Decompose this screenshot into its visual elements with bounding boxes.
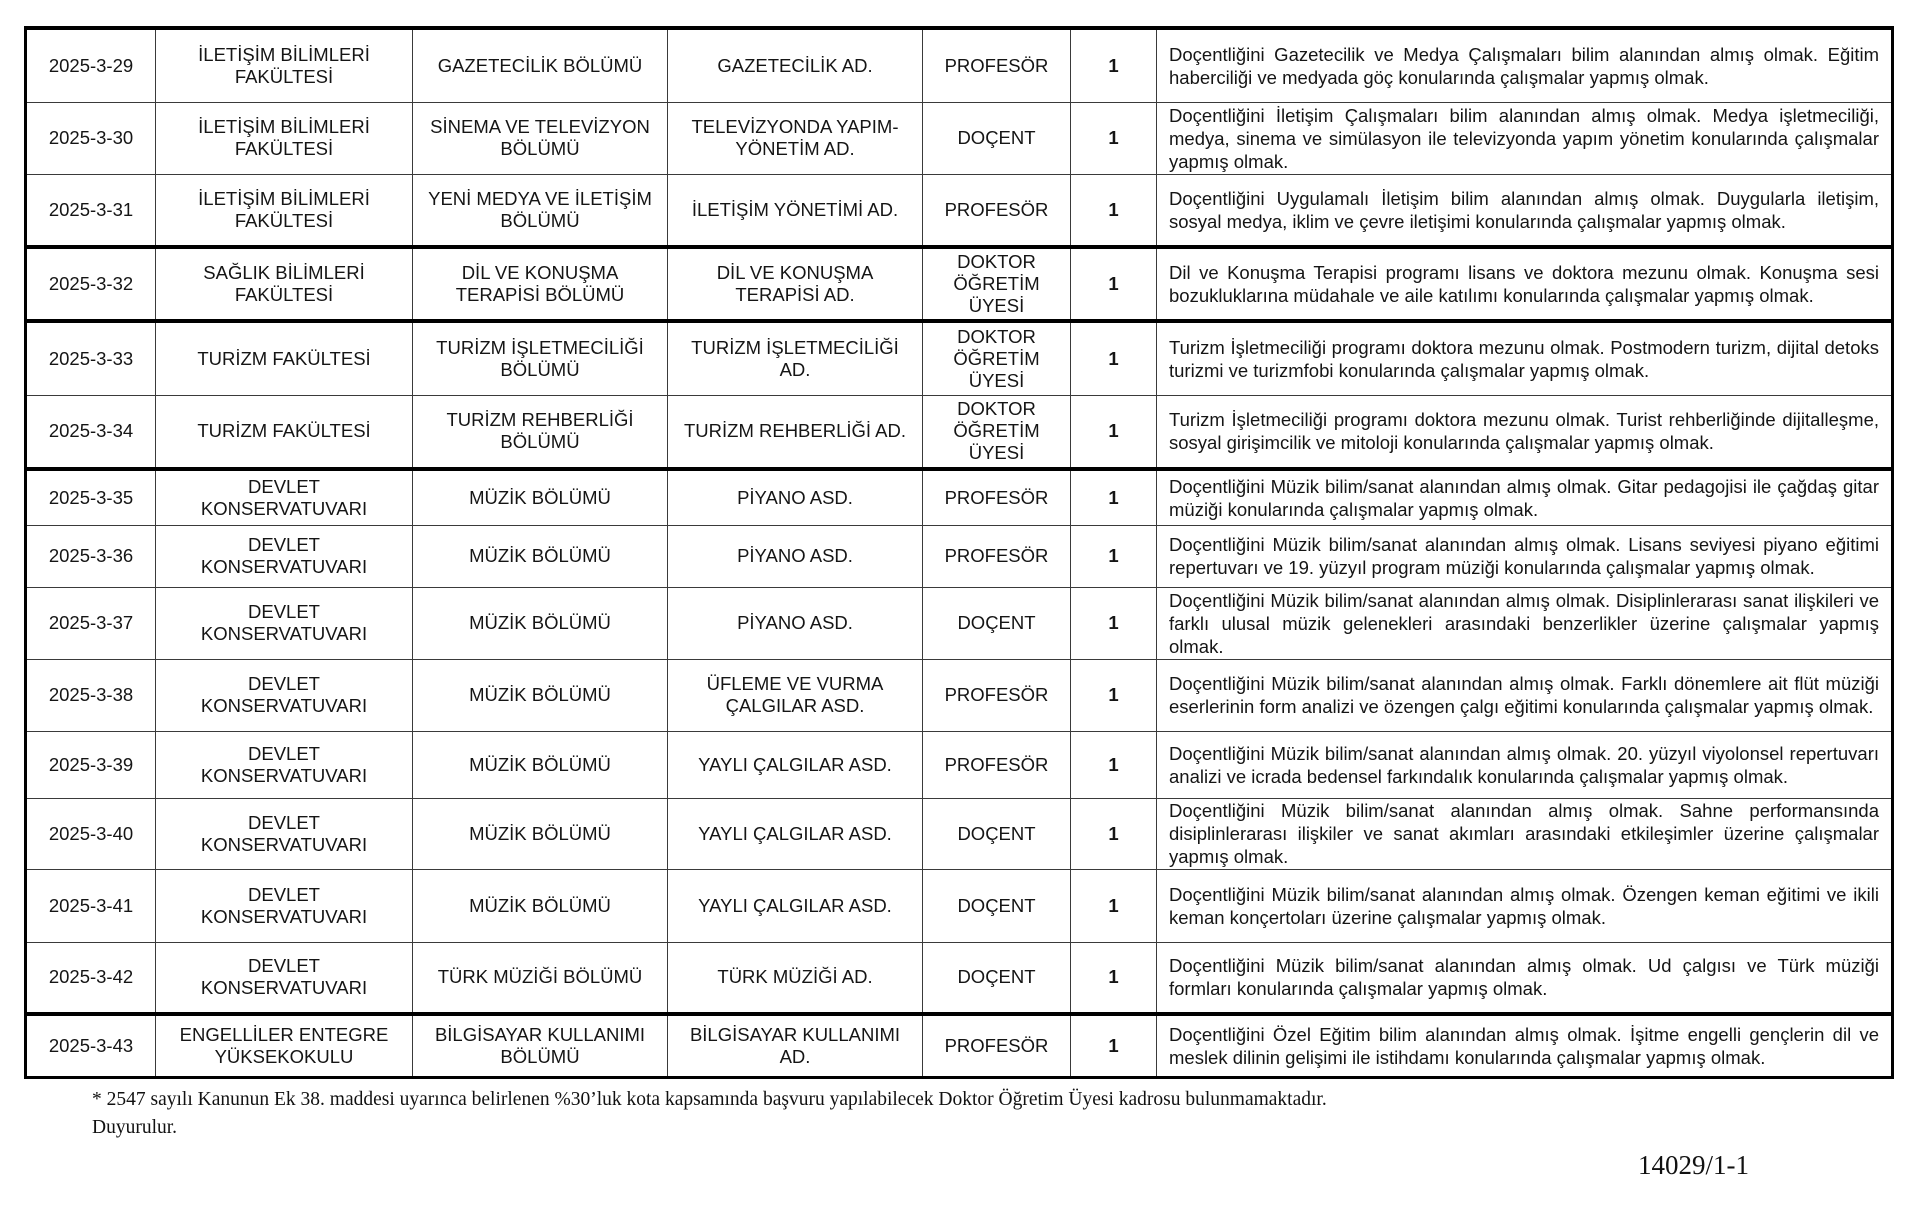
department-cell: TÜRK MÜZİĞİ BÖLÜMÜ [413,942,668,1014]
department-cell: MÜZİK BÖLÜMÜ [413,659,668,731]
academic-title-cell: DOKTOR ÖĞRETİM ÜYESİ [923,395,1071,469]
division-cell: TURİZM REHBERLİĞİ AD. [668,395,923,469]
table-row [26,731,1893,798]
position-count-cell: 1 [1071,869,1157,942]
table-row [26,469,1893,525]
requirements-cell: Turizm İşletmeciliği programı doktora mezunu olmak. Turist rehberliğinde dijitalleşme, sosyal girişimcilik ve mitoloji konularında çalışmalar yapmış olmak. [1157,395,1893,469]
division-cell: TELEVİZYONDA YAPIM-YÖNETİM AD. [668,102,923,174]
requirements-cell: Doçentliğini Uygulamalı İletişim bilim alanından almış olmak. Duygularla iletişim, sosyal medya, iklim ve çevre iletişimi konularında çalışmalar yapmış olmak. [1157,174,1893,247]
division-cell: TÜRK MÜZİĞİ AD. [668,942,923,1014]
position-count-cell: 1 [1071,731,1157,798]
academic-title-cell: PROFESÖR [923,525,1071,587]
division-cell: PİYANO ASD. [668,587,923,659]
division-cell: YAYLI ÇALGILAR ASD. [668,798,923,869]
faculty-cell: TURİZM FAKÜLTESİ [156,395,413,469]
academic-title-cell: PROFESÖR [923,1014,1071,1077]
position-count-cell: 1 [1071,247,1157,321]
table-row [26,395,1893,469]
department-cell: BİLGİSAYAR KULLANIMI BÖLÜMÜ [413,1014,668,1077]
faculty-cell: SAĞLIK BİLİMLERİ FAKÜLTESİ [156,247,413,321]
requirements-cell: Doçentliğini Müzik bilim/sanat alanından almış olmak. Sahne performansında disiplinlerarası ilişkiler ve sanat akımları arasındaki etkileşimler üzerine çalışmalar yapmış olmak. [1157,798,1893,869]
requirements-cell: Dil ve Konuşma Terapisi programı lisans ve doktora mezunu olmak. Konuşma sesi bozukluklarına müdahale ve aile katılımı konularında çalışmalar yapmış olmak. [1157,247,1893,321]
faculty-cell: DEVLET KONSERVATUVARI [156,869,413,942]
table-row [26,659,1893,731]
academic-title-cell: DOKTOR ÖĞRETİM ÜYESİ [923,247,1071,321]
department-cell: MÜZİK BÖLÜMÜ [413,869,668,942]
footnote-quota-note: * 2547 sayılı Kanunun Ek 38. maddesi uyarınca belirlenen %30’luk kota kapsamında başvuru yapılabilecek Doktor Öğretim Üyesi kadrosu bulunmamaktadır. [92,1089,1327,1110]
academic-title-cell: PROFESÖR [923,174,1071,247]
department-cell: GAZETECİLİK BÖLÜMÜ [413,28,668,102]
requirements-cell: Doçentliğini Müzik bilim/sanat alanından almış olmak. 20. yüzyıl viyolonsel repertuvarı analizi ve icrada bedensel farkındalık konularında çalışmalar yapmış olmak. [1157,731,1893,798]
position-count-cell: 1 [1071,174,1157,247]
position-count-cell: 1 [1071,659,1157,731]
position-count-cell: 1 [1071,395,1157,469]
table-row [26,525,1893,587]
department-cell: YENİ MEDYA VE İLETİŞİM BÖLÜMÜ [413,174,668,247]
position-number: 2025-3-42 [26,942,156,1014]
department-cell: TURİZM REHBERLİĞİ BÖLÜMÜ [413,395,668,469]
requirements-cell: Doçentliğini Özel Eğitim bilim alanından almış olmak. İşitme engelli gençlerin dil ve meslek dilinin gelişimi ile istihdamı konularında çalışmalar yapmış olmak. [1157,1014,1893,1077]
requirements-cell: Doçentliğini Gazetecilik ve Medya Çalışmaları bilim alanından almış olmak. Eğitim haberciliği ve medyada göç konularında çalışmalar yapmış olmak. [1157,28,1893,102]
academic-title-cell: DOÇENT [923,102,1071,174]
position-number: 2025-3-35 [26,469,156,525]
division-cell: İLETİŞİM YÖNETİMİ AD. [668,174,923,247]
department-cell: MÜZİK BÖLÜMÜ [413,731,668,798]
faculty-cell: DEVLET KONSERVATUVARI [156,659,413,731]
department-cell: SİNEMA VE TELEVİZYON BÖLÜMÜ [413,102,668,174]
position-number: 2025-3-30 [26,102,156,174]
position-number: 2025-3-33 [26,321,156,395]
table-row [26,321,1893,395]
faculty-cell: DEVLET KONSERVATUVARI [156,587,413,659]
department-cell: MÜZİK BÖLÜMÜ [413,469,668,525]
position-number: 2025-3-31 [26,174,156,247]
requirements-cell: Doçentliğini Müzik bilim/sanat alanından almış olmak. Özengen keman eğitimi ve ikili keman konçertoları üzerine çalışmalar yapmış olmak. [1157,869,1893,942]
table-row [26,942,1893,1014]
page-number: 14029/1-1 [1638,1150,1749,1180]
position-number: 2025-3-38 [26,659,156,731]
position-number: 2025-3-36 [26,525,156,587]
table-row [26,247,1893,321]
requirements-cell: Doçentliğini Müzik bilim/sanat alanından almış olmak. Farklı dönemlere ait flüt müziği eserlerinin form analizi ve özengen çalgı eğitimi konularında çalışmalar yapmış olmak. [1157,659,1893,731]
academic-title-cell: DOKTOR ÖĞRETİM ÜYESİ [923,321,1071,395]
faculty-cell: İLETİŞİM BİLİMLERİ FAKÜLTESİ [156,174,413,247]
faculty-cell: ENGELLİLER ENTEGRE YÜKSEKOKULU [156,1014,413,1077]
faculty-cell: İLETİŞİM BİLİMLERİ FAKÜLTESİ [156,102,413,174]
division-cell: TURİZM İŞLETMECİLİĞİ AD. [668,321,923,395]
academic-title-cell: PROFESÖR [923,659,1071,731]
division-cell: YAYLI ÇALGILAR ASD. [668,731,923,798]
faculty-cell: DEVLET KONSERVATUVARI [156,525,413,587]
academic-title-cell: DOÇENT [923,869,1071,942]
position-count-cell: 1 [1071,321,1157,395]
academic-title-cell: PROFESÖR [923,28,1071,102]
academic-title-cell: DOÇENT [923,798,1071,869]
division-cell: PİYANO ASD. [668,469,923,525]
academic-title-cell: PROFESÖR [923,731,1071,798]
academic-title-cell: DOÇENT [923,942,1071,1014]
requirements-cell: Doçentliğini İletişim Çalışmaları bilim alanından almış olmak. Medya işletmeciliği, medya, sinema ve simülasyon ile televizyonda yapım yönetim konularında çalışmalar yapmış olmak. [1157,102,1893,174]
footnote [92,1086,1327,1142]
division-cell: DİL VE KONUŞMA TERAPİSİ AD. [668,247,923,321]
position-count-cell: 1 [1071,525,1157,587]
position-number: 2025-3-29 [26,28,156,102]
position-number: 2025-3-40 [26,798,156,869]
academic-title-cell: DOÇENT [923,587,1071,659]
table-row [26,1014,1893,1077]
position-count-cell: 1 [1071,102,1157,174]
division-cell: YAYLI ÇALGILAR ASD. [668,869,923,942]
division-cell: BİLGİSAYAR KULLANIMI AD. [668,1014,923,1077]
division-cell: ÜFLEME VE VURMA ÇALGILAR ASD. [668,659,923,731]
faculty-cell: DEVLET KONSERVATUVARI [156,469,413,525]
faculty-cell: DEVLET KONSERVATUVARI [156,798,413,869]
table-row [26,28,1893,102]
academic-title-cell: PROFESÖR [923,469,1071,525]
position-count-cell: 1 [1071,1014,1157,1077]
position-number: 2025-3-37 [26,587,156,659]
requirements-cell: Turizm İşletmeciliği programı doktora mezunu olmak. Postmodern turizm, dijital detoks turizmi ve turizmfobi konularında çalışmalar yapmış olmak. [1157,321,1893,395]
position-number: 2025-3-39 [26,731,156,798]
department-cell: MÜZİK BÖLÜMÜ [413,798,668,869]
position-number: 2025-3-34 [26,395,156,469]
department-cell: MÜZİK BÖLÜMÜ [413,525,668,587]
requirements-cell: Doçentliğini Müzik bilim/sanat alanından almış olmak. Disiplinlerarası sanat ilişkileri ve farklı ulusal müzik gelenekleri arasındaki benzerlikler üzerine çalışmalar yapmış olmak. [1157,587,1893,659]
department-cell: TURİZM İŞLETMECİLİĞİ BÖLÜMÜ [413,321,668,395]
faculty-cell: DEVLET KONSERVATUVARI [156,942,413,1014]
position-count-cell: 1 [1071,587,1157,659]
table-row [26,798,1893,869]
faculty-cell: TURİZM FAKÜLTESİ [156,321,413,395]
position-number: 2025-3-43 [26,1014,156,1077]
requirements-cell: Doçentliğini Müzik bilim/sanat alanından almış olmak. Gitar pedagojisi ile çağdaş gitar müziği konularında çalışmalar yapmış olmak. [1157,469,1893,525]
division-cell: GAZETECİLİK AD. [668,28,923,102]
footnote-announcement: Duyurulur. [92,1117,178,1138]
position-count-cell: 1 [1071,942,1157,1014]
division-cell: PİYANO ASD. [668,525,923,587]
requirements-cell: Doçentliğini Müzik bilim/sanat alanından almış olmak. Ud çalgısı ve Türk müziği formları konularında çalışmalar yapmış olmak. [1157,942,1893,1014]
table-row [26,174,1893,247]
position-count-cell: 1 [1071,798,1157,869]
position-number: 2025-3-32 [26,247,156,321]
department-cell: MÜZİK BÖLÜMÜ [413,587,668,659]
position-count-cell: 1 [1071,28,1157,102]
department-cell: DİL VE KONUŞMA TERAPİSİ BÖLÜMÜ [413,247,668,321]
table-row [26,869,1893,942]
table-body [26,28,1893,1077]
requirements-cell: Doçentliğini Müzik bilim/sanat alanından almış olmak. Lisans seviyesi piyano eğitimi repertuvarı ve 19. yüzyıl program müziği konularında çalışmalar yapmış olmak. [1157,525,1893,587]
table-row [26,102,1893,174]
faculty-cell: İLETİŞİM BİLİMLERİ FAKÜLTESİ [156,28,413,102]
faculty-positions-table [24,26,1894,1079]
position-number: 2025-3-41 [26,869,156,942]
position-count-cell: 1 [1071,469,1157,525]
table-row [26,587,1893,659]
faculty-cell: DEVLET KONSERVATUVARI [156,731,413,798]
